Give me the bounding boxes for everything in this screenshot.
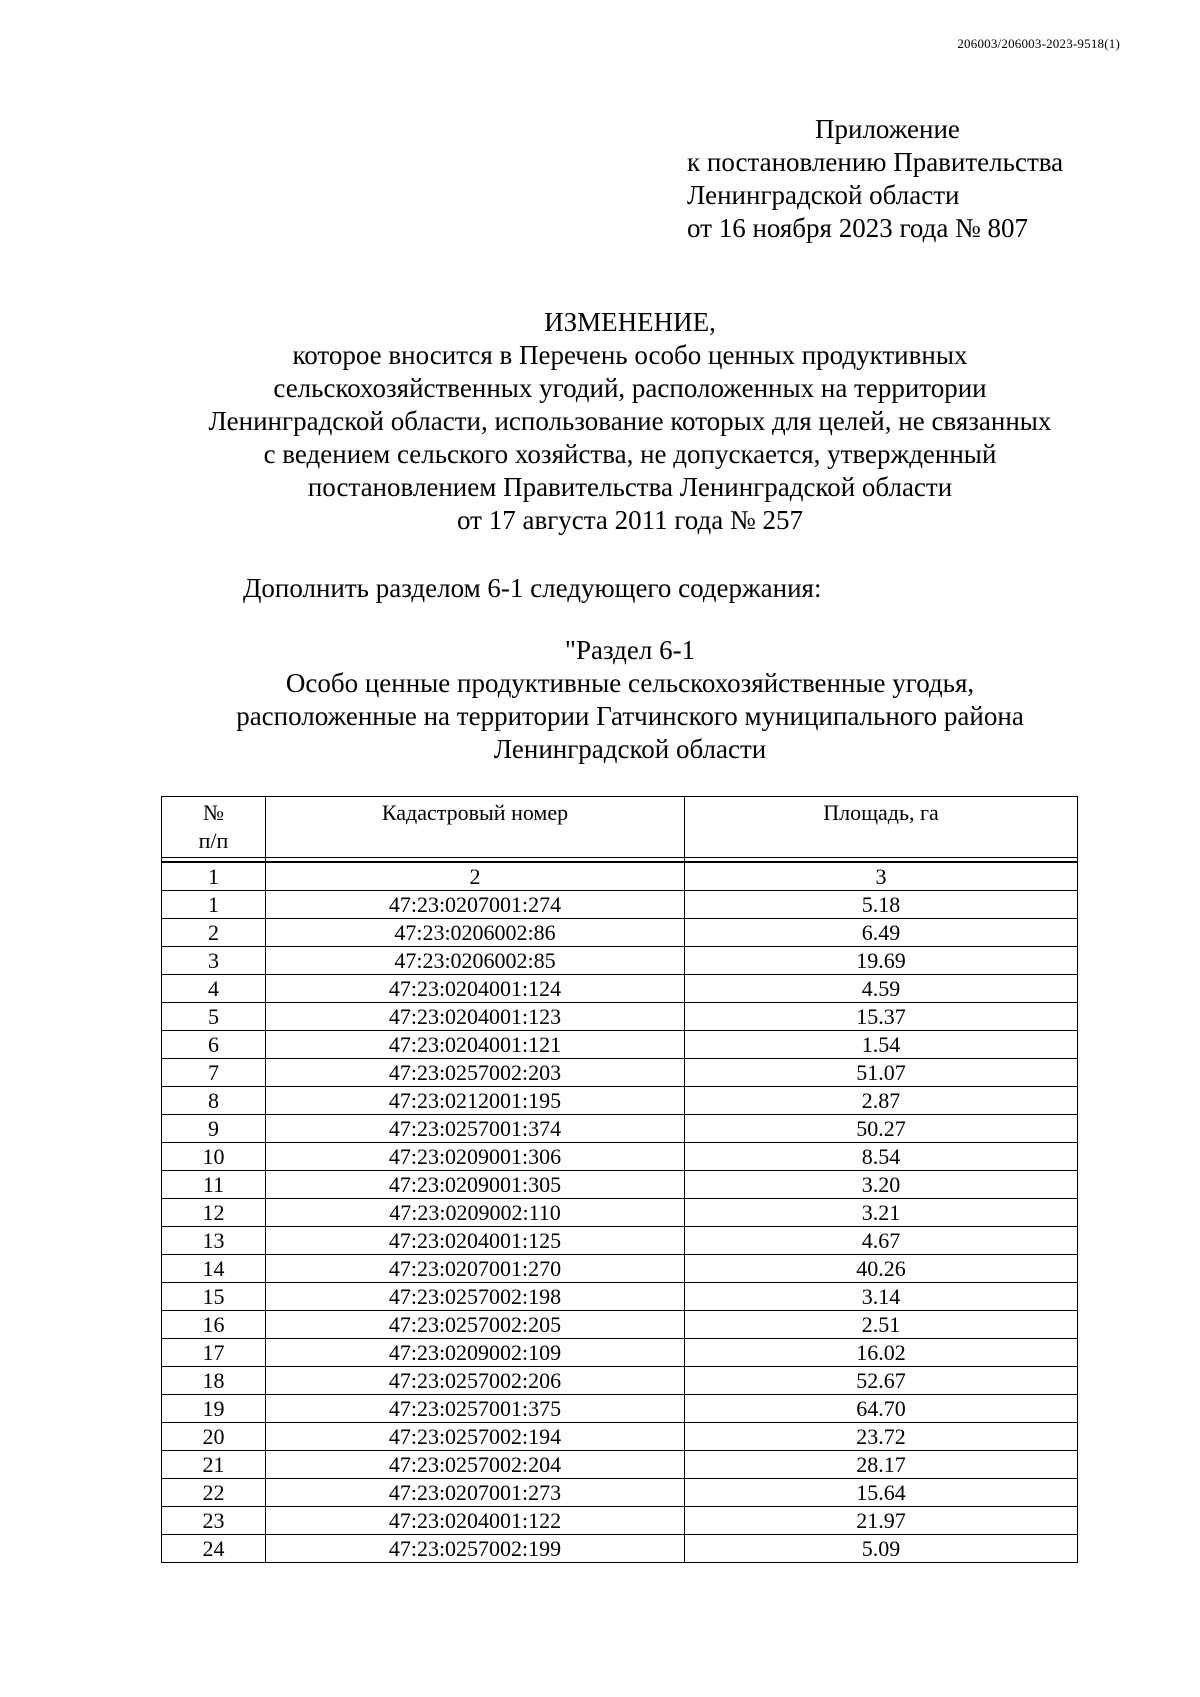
area-value: 52.67 <box>685 1367 1078 1395</box>
area-value: 2.51 <box>685 1311 1078 1339</box>
row-number: 10 <box>162 1143 266 1171</box>
area-value: 19.69 <box>685 947 1078 975</box>
title-line: от 17 августа 2011 года № 257 <box>457 505 803 535</box>
table-row <box>162 1507 1078 1535</box>
cadastral-number: 47:23:0257002:206 <box>266 1367 685 1395</box>
cadastral-number: 47:23:0257002:204 <box>266 1451 685 1479</box>
title-line: которое вносится в Перечень особо ценных продуктивных <box>292 340 968 370</box>
row-number: 24 <box>162 1535 266 1563</box>
row-number: 14 <box>162 1255 266 1283</box>
area-value: 5.09 <box>685 1535 1078 1563</box>
title-line: Ленинградской области, использование которых для целей, не связанных <box>208 406 1052 436</box>
cadastral-number: 47:23:0204001:121 <box>266 1031 685 1059</box>
row-number: 19 <box>162 1395 266 1423</box>
row-number: 9 <box>162 1115 266 1143</box>
column-number: 1 <box>162 862 266 891</box>
table-row <box>162 1087 1078 1115</box>
row-number: 7 <box>162 1059 266 1087</box>
section-line: Ленинградской области <box>493 734 767 764</box>
header-number-sign: № <box>203 800 224 825</box>
table-row <box>162 947 1078 975</box>
appendix-line: Ленинградской области <box>687 180 960 210</box>
cadastral-number: 47:23:0206002:86 <box>266 919 685 947</box>
area-value: 2.87 <box>685 1087 1078 1115</box>
area-value: 51.07 <box>685 1059 1078 1087</box>
row-number: 5 <box>162 1003 266 1031</box>
row-number: 4 <box>162 975 266 1003</box>
area-value: 4.67 <box>685 1227 1078 1255</box>
area-value: 23.72 <box>685 1423 1078 1451</box>
table-row <box>162 1423 1078 1451</box>
table-row <box>162 975 1078 1003</box>
table-row <box>162 1395 1078 1423</box>
area-value: 21.97 <box>685 1507 1078 1535</box>
cadastral-number: 47:23:0257002:199 <box>266 1535 685 1563</box>
title-line: сельскохозяйственных угодий, расположенных на территории <box>273 373 987 403</box>
appendix-line: к постановлению Правительства <box>687 147 1064 177</box>
cadastral-number: 47:23:0207001:274 <box>266 891 685 919</box>
row-number: 8 <box>162 1087 266 1115</box>
section-heading: "Раздел 6-1 <box>564 635 696 665</box>
area-value: 6.49 <box>685 919 1078 947</box>
cadastral-number: 47:23:0209001:306 <box>266 1143 685 1171</box>
table-header-row <box>162 797 1078 858</box>
title-line: с ведением сельского хозяйства, не допускается, утвержденный <box>263 439 997 469</box>
table-row <box>162 1143 1078 1171</box>
table-row <box>162 1059 1078 1087</box>
column-numbers-row <box>162 862 1078 891</box>
cadastral-number: 47:23:0207001:273 <box>266 1479 685 1507</box>
title-heading: ИЗМЕНЕНИЕ, <box>544 307 716 337</box>
header-cadastral: Кадастровый номер <box>266 797 685 858</box>
area-value: 3.21 <box>685 1199 1078 1227</box>
area-value: 28.17 <box>685 1451 1078 1479</box>
row-number: 1 <box>162 891 266 919</box>
header-area: Площадь, га <box>685 797 1078 858</box>
area-value: 64.70 <box>685 1395 1078 1423</box>
cadastral-number: 47:23:0257002:203 <box>266 1059 685 1087</box>
cadastral-number: 47:23:0204001:122 <box>266 1507 685 1535</box>
section-line: расположенные на территории Гатчинского муниципального района <box>236 701 1024 731</box>
area-value: 16.02 <box>685 1339 1078 1367</box>
cadastral-number: 47:23:0257001:374 <box>266 1115 685 1143</box>
cadastral-number: 47:23:0206002:85 <box>266 947 685 975</box>
table-row <box>162 1311 1078 1339</box>
table-row <box>162 1451 1078 1479</box>
row-number: 12 <box>162 1199 266 1227</box>
cadastral-number: 47:23:0207001:270 <box>266 1255 685 1283</box>
parcels-table <box>161 796 1078 1563</box>
table-row <box>162 919 1078 947</box>
cadastral-number: 47:23:0257002:205 <box>266 1311 685 1339</box>
appendix-title: Приложение <box>815 114 960 144</box>
table-row <box>162 891 1078 919</box>
area-value: 40.26 <box>685 1255 1078 1283</box>
row-number: 16 <box>162 1311 266 1339</box>
header-number-pp: п/п <box>198 828 229 853</box>
table-row <box>162 1479 1078 1507</box>
row-number: 15 <box>162 1283 266 1311</box>
area-value: 8.54 <box>685 1143 1078 1171</box>
area-value: 5.18 <box>685 891 1078 919</box>
row-number: 11 <box>162 1171 266 1199</box>
section-line: Особо ценные продуктивные сельскохозяйственные угодья, <box>285 668 975 698</box>
row-number: 18 <box>162 1367 266 1395</box>
table-row <box>162 1003 1078 1031</box>
cadastral-number: 47:23:0204001:125 <box>266 1227 685 1255</box>
area-value: 3.20 <box>685 1171 1078 1199</box>
row-number: 22 <box>162 1479 266 1507</box>
area-value: 3.14 <box>685 1283 1078 1311</box>
area-value: 15.37 <box>685 1003 1078 1031</box>
cadastral-number: 47:23:0204001:124 <box>266 975 685 1003</box>
title-line: постановлением Правительства Ленинградской области <box>307 472 953 502</box>
cadastral-number: 47:23:0212001:195 <box>266 1087 685 1115</box>
area-value: 50.27 <box>685 1115 1078 1143</box>
section-heading-block <box>0 634 1200 766</box>
area-value: 1.54 <box>685 1031 1078 1059</box>
table-row <box>162 1339 1078 1367</box>
table-row <box>162 1199 1078 1227</box>
header-number <box>162 797 266 858</box>
table-row <box>162 1115 1078 1143</box>
table-row <box>162 1171 1078 1199</box>
row-number: 21 <box>162 1451 266 1479</box>
column-number: 3 <box>685 862 1078 891</box>
appendix-block <box>687 113 1063 245</box>
row-number: 13 <box>162 1227 266 1255</box>
cadastral-number: 47:23:0204001:123 <box>266 1003 685 1031</box>
cadastral-number: 47:23:0209002:110 <box>266 1199 685 1227</box>
table-row <box>162 1367 1078 1395</box>
table-row <box>162 1031 1078 1059</box>
document-code: 206003/206003-2023-9518(1) <box>957 36 1120 51</box>
table-row <box>162 1283 1078 1311</box>
area-value: 15.64 <box>685 1479 1078 1507</box>
row-number: 6 <box>162 1031 266 1059</box>
cadastral-number: 47:23:0257002:194 <box>266 1423 685 1451</box>
cadastral-number: 47:23:0209002:109 <box>266 1339 685 1367</box>
table-row <box>162 1535 1078 1563</box>
row-number: 20 <box>162 1423 266 1451</box>
table-row <box>162 1255 1078 1283</box>
document-title <box>0 306 1200 537</box>
cadastral-number: 47:23:0257001:375 <box>266 1395 685 1423</box>
instruction-paragraph: Дополнить разделом 6-1 следующего содержания: <box>243 573 822 603</box>
row-number: 3 <box>162 947 266 975</box>
row-number: 17 <box>162 1339 266 1367</box>
row-number: 23 <box>162 1507 266 1535</box>
row-number: 2 <box>162 919 266 947</box>
table-row <box>162 1227 1078 1255</box>
cadastral-number: 47:23:0209001:305 <box>266 1171 685 1199</box>
cadastral-number: 47:23:0257002:198 <box>266 1283 685 1311</box>
column-number: 2 <box>266 862 685 891</box>
appendix-date-number: от 16 ноября 2023 года № 807 <box>687 213 1029 243</box>
area-value: 4.59 <box>685 975 1078 1003</box>
